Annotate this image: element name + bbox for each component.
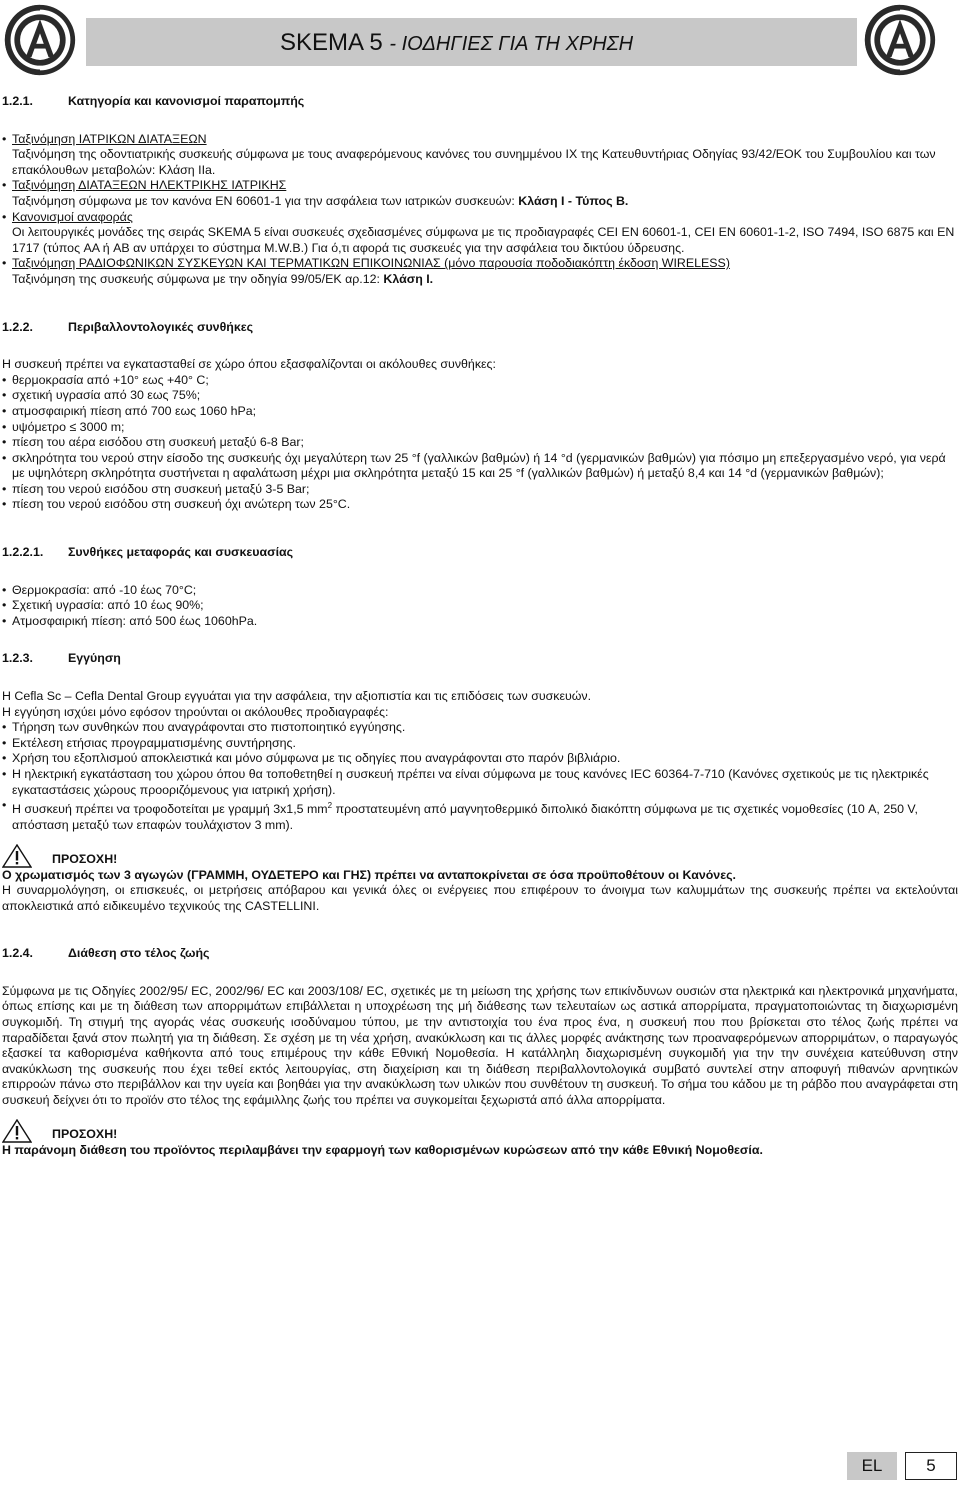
item-text: Ατμοσφαιρική πίεση: από 500 έως 1060hPa. bbox=[12, 613, 258, 628]
item-text: σκληρότητα του νερού στην είσοδο της συσκευής όχι μεγαλύτερη των 25 °f (γαλλικών βαθμών) ή 14 °d (γερμανικών βαθμών) για πόσιμο μη επεξεργασμένο νερό, για νερά με υψηλότερη σκληρότητα συστήνεται η αφαλάτωση μέχρι μια σκληρότητα μεταξύ 15 και 25 °f (γαλλικών βαθμών) ή μεταξύ 8,4 και 14 °d (γερμανικών βαθμών); bbox=[12, 450, 946, 481]
item-text: ατμοσφαιρική πίεση από 700 εως 1060 hPa; bbox=[12, 403, 257, 418]
item-title: Ταξινόμηση ΔΙΑΤΑΞΕΩΝ ΗΛΕΚΤΡΙΚΗΣ ΙΑΤΡΙΚΗΣ bbox=[12, 178, 287, 193]
section-heading bbox=[2, 651, 958, 667]
item-text: πίεση του αέρα εισόδου στη συσκευή μεταξύ 6-8 Bar; bbox=[12, 435, 304, 450]
warning-block bbox=[2, 1119, 958, 1143]
warning-triangle-icon bbox=[2, 844, 32, 868]
warning-label: ΠΡΟΣΟΧΗ! bbox=[52, 851, 118, 866]
superscript: 2 bbox=[327, 801, 333, 811]
item-text: Η συσκευή πρέπει να τροφοδοτείται με γραμμή 3x1,5 mm bbox=[12, 802, 328, 817]
list-item bbox=[2, 404, 958, 420]
list-item bbox=[2, 373, 958, 389]
list-item bbox=[2, 598, 958, 614]
warning-block bbox=[2, 844, 958, 868]
bullet-icon: • bbox=[2, 131, 7, 146]
list-item bbox=[2, 720, 958, 736]
item-text: Ταξινόμηση σύμφωνα με τον κανόνα EN 60601-1 για την ασφάλεια των ιατρικών συσκευών: bbox=[12, 193, 519, 208]
item-text: Σχετική υγρασία: από 10 έως 90%; bbox=[12, 598, 204, 613]
bullet-icon: • bbox=[2, 419, 7, 434]
title-main: SKEMA 5 bbox=[280, 29, 383, 56]
paragraph: Η εγγύηση ισχύει μόνο εφόσον τηρούνται οι ακόλουθες προδιαγραφές: bbox=[2, 704, 389, 719]
list-item bbox=[2, 482, 958, 498]
item-text: υψόμετρο ≤ 3000 m; bbox=[12, 419, 125, 434]
bullet-icon: • bbox=[2, 767, 7, 781]
warning-bold-text: Ο χρωματισμός των 3 αγωγών (ΓΡΑΜΜΗ, ΟΥΔΕΤΕΡΟ και ΓΗΣ) πρέπει να ανταποκρίνεται σε όσα προϋποθέτουν οι Κανόνες. bbox=[2, 867, 736, 882]
item-text: σχετική υγρασία από 30 εως 75%; bbox=[12, 388, 201, 403]
section-number: 1.2.4. bbox=[2, 946, 34, 961]
paragraph: Η Cefla Sc – Cefla Dental Group εγγυάται για την ασφάλεια, την αξιοπιστία και τις επιδόσεις των συσκευών. bbox=[2, 689, 592, 704]
bullet-icon: • bbox=[2, 209, 7, 224]
section-title: Κατηγορία και κανονισμοί παραπομπής bbox=[68, 94, 305, 108]
paragraph: Σύμφωνα με τις Οδηγίες 2002/95/ EC, 2002/96/ EC και 2003/108/ EC, σχετικές με τη μείωση της χρήσης των επικίνδυνων ουσιών στα ηλεκτρικά και ηλεκτρονικά μηχανήματα, όπως επίσης και με τη διάθεση των απορριμάτων επιβάλλεται η υποχρέωση της μή διάθεσης των τελευταίων ως αστικά απορρίματα, πραγματοποιώντας τη διαχωρισμένη συγκομιδή. Τη στιγμή της αγοράς νέας συσκευής ισοδύναμου τύπου, με την αντιστοιχία του ένα προς ένα, η συσκευή που που βρίσκεται στο τέλος ζωής πρέπει να παραδίδεται ξανά στον πωλητή για τη διάθεση. Σε σχέση με τη νέα χρήση, ανακύκλωση και τις άλλες μορφές ανάκτησης των προαναφερόμενων απορριμάτων, ο παραγωγός εξασκεί τα καθορισμένα καθήκοντα από τους επιμέρους την κάθε Εθνική Νομοθεσία. Η κατάλληλη διαχωρισμένη συγκομιδή για την την συνέχεια κατεύθυνση στην ανακύκλωση της συσκευής που έχει τεθεί εκτός λειτουργίας, στη διαχείριση και τη διάθεση περιβαλλοντολογικά συμβατό συντελεί στην αποφυγή πιθανών αρνητικών επιρροών πάνω στο περιβάλλον και την υγεία και βοηθάει για την ανακύκλωση των υλικών που συνθέτουν τη συσκευή. Το σήμα του κάδου με τη ράβδο που αναγράφεται στη συσκευή δείχνει ότι το προϊόν στο τέλος της εφάμιλλης ζωής του πρέπει να συγκομείται ξεχωριστά από άλλα απορρίματα. bbox=[2, 983, 958, 1108]
list-item bbox=[2, 132, 958, 179]
list-item bbox=[2, 583, 958, 599]
item-text-bold: Κλάση I - Τύπος B. bbox=[518, 193, 629, 208]
bullet-icon: • bbox=[2, 751, 7, 766]
title-subtitle: - ΙΟΔΗΓΙΕΣ ΓΙΑ ΤΗ ΧΡΗΣΗ bbox=[389, 33, 634, 55]
bullet-icon: • bbox=[2, 497, 7, 512]
page-title bbox=[280, 29, 633, 58]
list-item bbox=[2, 388, 958, 404]
item-title: Ταξινόμηση ΙΑΤΡΙΚΩΝ ΔΙΑΤΑΞΕΩΝ bbox=[12, 131, 207, 146]
bullet-icon: • bbox=[2, 403, 7, 418]
document-body bbox=[2, 94, 958, 1158]
section-number: 1.2.2.1. bbox=[2, 545, 44, 560]
section-title: Περιβαλλοντολογικές συνθήκες bbox=[68, 319, 254, 334]
bullet-icon: • bbox=[2, 178, 7, 193]
section-number: 1.2.1. bbox=[2, 94, 34, 108]
item-text: πίεση του νερού εισόδου στη συσκευή όχι ανώτερη των 25°C. bbox=[12, 497, 351, 512]
warning-triangle-icon bbox=[2, 1119, 32, 1143]
list-item bbox=[2, 435, 958, 451]
bullet-icon: • bbox=[2, 598, 7, 613]
bullet-icon: • bbox=[2, 613, 7, 628]
bullet-icon: • bbox=[2, 450, 7, 465]
list-item bbox=[2, 767, 958, 798]
list-item bbox=[2, 210, 958, 257]
section-heading bbox=[2, 946, 958, 962]
item-text: πίεση του νερού εισόδου στη συσκευή μεταξύ 3-5 Bar; bbox=[12, 481, 310, 496]
item-text: Θερμοκρασία: από -10 έως 70°C; bbox=[12, 582, 197, 597]
list-item bbox=[2, 420, 958, 436]
item-text-bold: Κλάση I. bbox=[383, 271, 434, 286]
bullet-icon: • bbox=[2, 582, 7, 597]
list-item bbox=[2, 614, 958, 630]
item-text: Τήρηση των συνθηκών που αναγράφονται στο πιστοποιητικό εγγύησης. bbox=[12, 720, 406, 735]
section-heading bbox=[2, 320, 958, 336]
item-text: Οι λειτουργικές μονάδες της σειράς SKEMA 5 είναι συσκευές σχεδιασμένες σύμφωνα με τις προδιαγραφές CEI EN 60601-1, CEI EN 60601-1-2, ISO 7494, ISO 6875 και EN 1717 (τύπος AA ή AB αν υπάρχει το σύστημα M.W.B.) Για ό,τι αφορά τις συσκευές για την ασφάλεια του δικτύου ύδρευσης. bbox=[12, 225, 955, 255]
section-number: 1.2.2. bbox=[2, 319, 34, 334]
section-title: Εγγύηση bbox=[68, 651, 121, 666]
list-item bbox=[2, 256, 958, 287]
bullet-icon: • bbox=[2, 256, 7, 271]
item-text: θερμοκρασία από +10° εως +40° C; bbox=[12, 372, 209, 387]
list-item bbox=[2, 798, 958, 833]
section-heading bbox=[2, 545, 958, 561]
page-number: 5 bbox=[905, 1452, 957, 1480]
section-heading bbox=[2, 94, 958, 110]
item-text: Εκτέλεση ετήσιας προγραμματισμένης συντήρησης. bbox=[12, 735, 296, 750]
item-title: Κανονισμοί αναφοράς bbox=[12, 209, 133, 224]
list-item bbox=[2, 497, 958, 513]
bullet-icon: • bbox=[2, 481, 7, 496]
bullet-icon: • bbox=[2, 435, 7, 450]
item-text: Η ηλεκτρική εγκατάσταση του χώρου όπου θα τοποθετηθεί η συσκευή πρέπει να είναι σύμφωνα με τους κανόνες IEC 60364-7-710 (Κανόνες σχετικούς με τις ηλεκτρικές εγκαταστάσεις χώρους προοριζόμενους για ιατρική χρήση). bbox=[12, 767, 929, 797]
item-text: Χρήση του εξοπλισμού αποκλειστικά και μόνο σύμφωνα με τις οδηγίες που αναγράφονται στο παρόν βιβλιάριο. bbox=[12, 751, 621, 766]
list-item bbox=[2, 751, 958, 767]
item-text: προστατευμένη από μαγνητοθερμικό διπολικό διακόπτη σύμφωνα με τις σχετικές νομοθεσίες (10 A, 250 V, απόσταση μεταξύ των επαφών τουλάχιστον 3 mm). bbox=[12, 802, 918, 832]
bullet-icon: • bbox=[2, 798, 7, 813]
warning-label: ΠΡΟΣΟΧΗ! bbox=[52, 1127, 118, 1142]
warning-bold-text: Η παράνομη διάθεση του προϊόντος περιλαμβάνει την εφαρμογή των καθορισμένων κυρώσεων από την κάθε Εθνική Νομοθεσία. bbox=[2, 1142, 763, 1157]
list-item bbox=[2, 451, 958, 482]
language-badge: EL bbox=[847, 1452, 897, 1480]
item-text: Ταξινόμηση της συσκευής σύμφωνα με την οδηγία 99/05/ΕΚ αρ.12: bbox=[12, 271, 384, 286]
warning-text: Η συναρμολόγηση, οι επισκευές, οι μετρήσεις απόβαρου και γενικά όλες οι ενέργειες που επιφέρουν το άνοιγμα των καλυμμάτων της συσκευής πρέπει να εκτελούνται αποκλειστικά από ειδικευμένο τεχνικούς της CASTELLINI. bbox=[2, 883, 958, 913]
list-item bbox=[2, 736, 958, 752]
item-text: Ταξινόμηση της οδοντιατρικής συσκευής σύμφωνα με τους αναφερόμενους κανόνες του συνημμένου IX της Κατευθυντήριας Οδηγίας 93/42/ΕΟΚ του Συμβουλίου και των επακόλουθων μεταβολών: Κλάση IIa. bbox=[12, 147, 936, 177]
section-title: Συνθήκες μεταφοράς και συσκευασίας bbox=[68, 545, 294, 560]
paragraph: Η συσκευή πρέπει να εγκατασταθεί σε χώρο όπου εξασφαλίζονται οι ακόλουθες συνθήκες: bbox=[2, 357, 496, 372]
section-title: Διάθεση στο τέλος ζωής bbox=[68, 946, 210, 961]
castellini-logo-right bbox=[862, 2, 938, 78]
castellini-logo-left bbox=[2, 2, 78, 78]
list-item bbox=[2, 178, 958, 209]
bullet-icon: • bbox=[2, 735, 7, 750]
bullet-icon: • bbox=[2, 388, 7, 403]
bullet-icon: • bbox=[2, 372, 7, 387]
bullet-icon: • bbox=[2, 720, 7, 735]
section-number: 1.2.3. bbox=[2, 651, 34, 666]
item-title: Ταξινόμηση ΡΑΔΙΟΦΩΝΙΚΩΝ ΣΥΣΚΕΥΩΝ ΚΑΙ ΤΕΡΜΑΤΙΚΩΝ ΕΠΙΚΟΙΝΩΝΙΑΣ (μόνο παρουσία ποδοδιακόπτη έκδοση WIRELESS) bbox=[12, 256, 730, 271]
